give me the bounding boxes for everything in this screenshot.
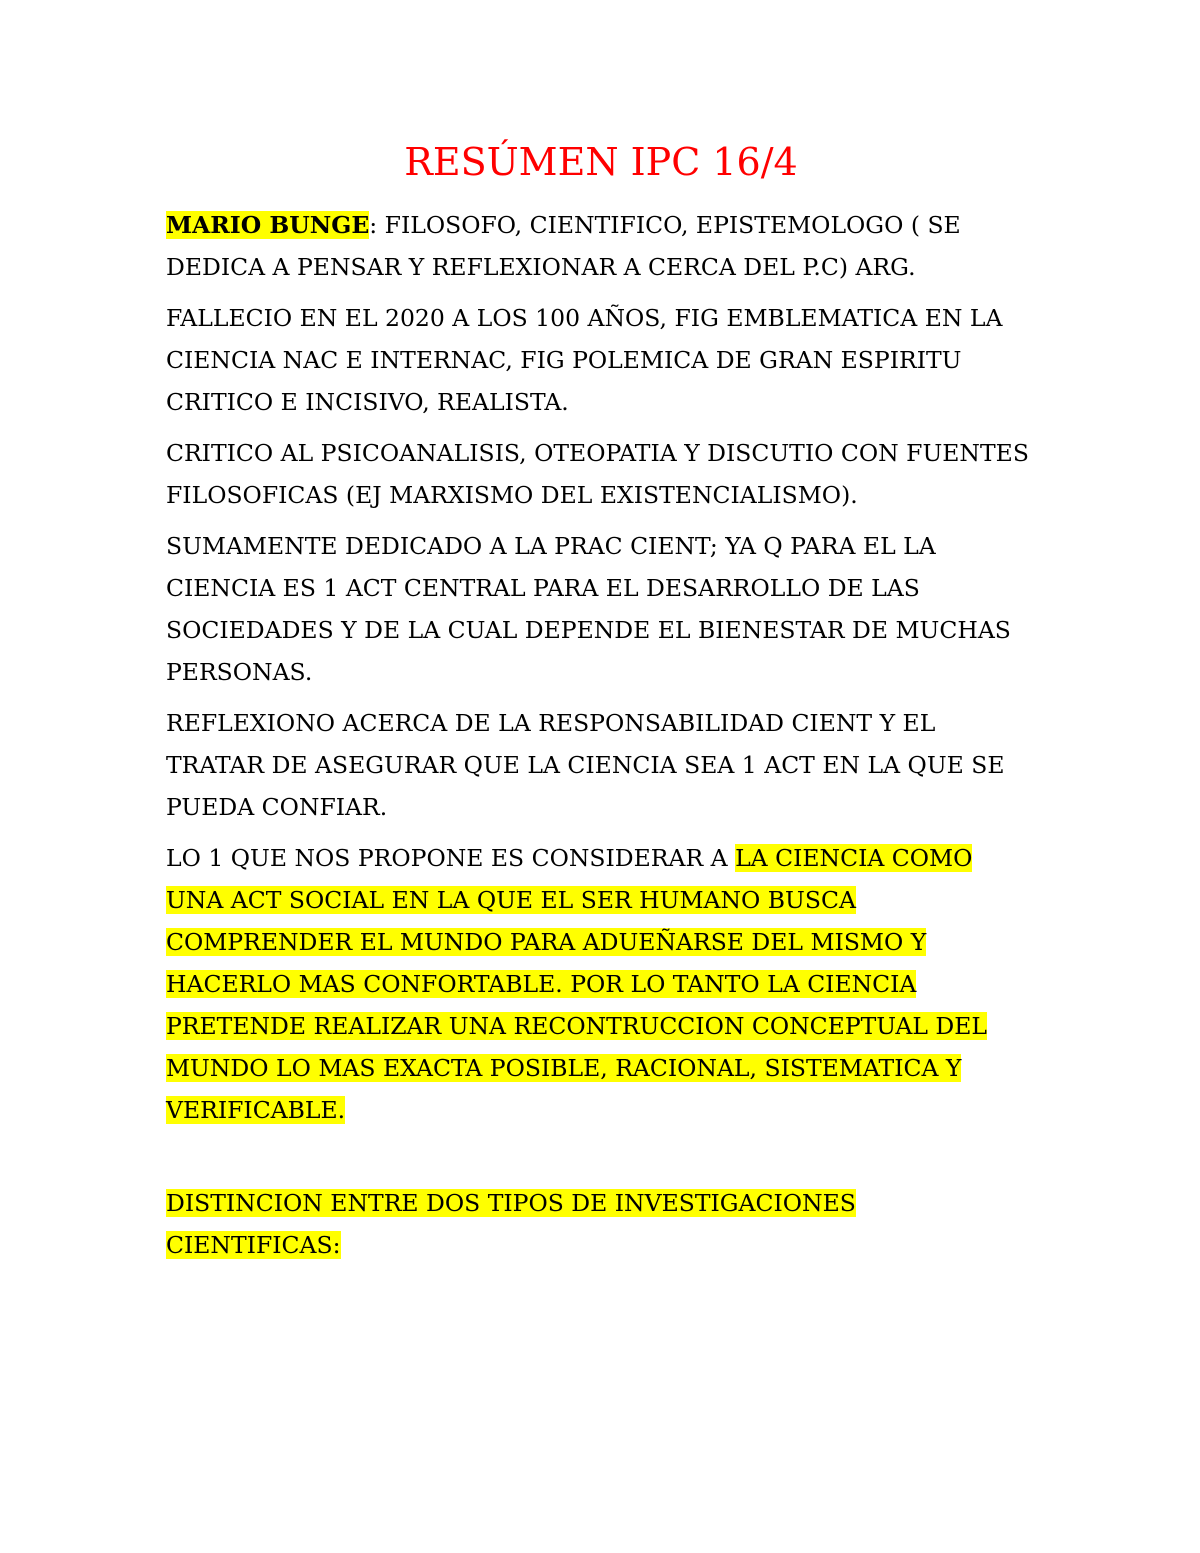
- paragraph-responsibility: REFLEXIONO ACERCA DE LA RESPONSABILIDAD CIENT Y EL TRATAR DE ASEGURAR QUE LA CIENCIA SEA 1 ACT EN LA QUE SE PUEDA CONFIAR.: [166, 708, 1005, 821]
- document-body: [166, 140, 1036, 1275]
- paragraph-dedication: SUMAMENTE DEDICADO A LA PRAC CIENT; YA Q PARA EL LA CIENCIA ES 1 ACT CENTRAL PARA EL DESARROLLO DE LAS SOCIEDADES Y DE LA CUAL DEPENDE EL BIENESTAR DE MUCHAS PERSONAS.: [166, 531, 1011, 686]
- paragraph-death: FALLECIO EN EL 2020 A LOS 100 AÑOS, FIG EMBLEMATICA EN LA CIENCIA NAC E INTERNAC, FIG POLEMICA DE GRAN ESPIRITU CRITICO E INCISIVO, REALISTA.: [166, 303, 1003, 416]
- proposal-lead: LO 1 QUE NOS PROPONE ES CONSIDERAR A: [166, 843, 736, 872]
- paragraph-critic: CRITICO AL PSICOANALISIS, OTEOPATIA Y DISCUTIO CON FUENTES FILOSOFICAS (EJ MARXISMO DEL EXISTENCIALISMO).: [166, 438, 1029, 509]
- intro-paragraph: [166, 204, 1036, 288]
- paragraph-proposal: [166, 837, 1036, 1131]
- page-title: RESÚMEN IPC 16/4: [404, 140, 798, 184]
- paragraph-distinction: [166, 1182, 1036, 1266]
- distinction-highlight: DISTINCION ENTRE DOS TIPOS DE INVESTIGACIONES CIENTIFICAS:: [166, 1188, 856, 1259]
- blank-line: [166, 1140, 1036, 1182]
- intro-text: : FILOSOFO, CIENTIFICO, EPISTEMOLOGO ( SE DEDICA A PENSAR Y REFLEXIONAR A CERCA DEL P.C) ARG.: [166, 210, 961, 281]
- highlighted-name: MARIO BUNGE: [166, 210, 370, 239]
- proposal-highlight: LA CIENCIA COMO UNA ACT SOCIAL EN LA QUE EL SER HUMANO BUSCA COMPRENDER EL MUNDO PARA ADUEÑARSE DEL MISMO Y HACERLO MAS CONFORTABLE. POR LO TANTO LA CIENCIA PRETENDE REALIZAR UNA RECONTRUCCION CONCEPTUAL DEL MUNDO LO MAS EXACTA POSIBLE, RACIONAL, SISTEMATICA Y VERIFICABLE.: [166, 843, 988, 1124]
